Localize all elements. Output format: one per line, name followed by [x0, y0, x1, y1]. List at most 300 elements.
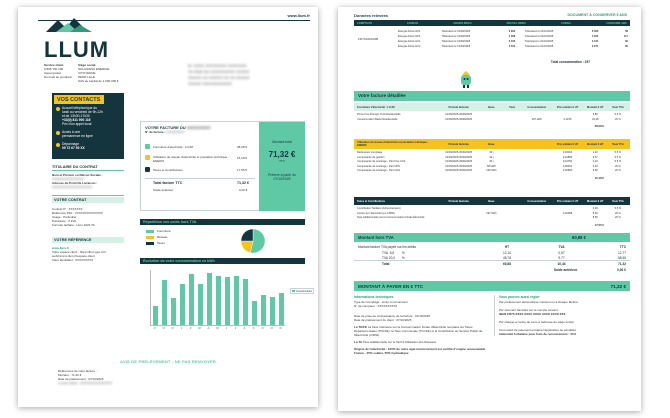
legend-swatch-conso [292, 290, 295, 292]
releve-cell: 6 302 [508, 30, 516, 33]
releve-cell: Télérelevé le 01/09/2025 [441, 30, 471, 33]
tva-table [354, 244, 630, 273]
evolution-month-label: M [216, 327, 219, 330]
tva-cell: 12,77 [618, 250, 626, 255]
info-line: Type de Comptage : Linky communicant [354, 300, 408, 304]
releve-cell: Énergie Active HC2 [398, 45, 421, 48]
detail-cell: 297 kWh [531, 117, 542, 121]
section-header: Base [488, 142, 495, 146]
titulaire-panel [52, 165, 124, 189]
pay-line: Tout retard de paiement entraîne l'application de pénalités. [499, 328, 577, 332]
detail-cell: 01/09/2025-30/09/2025 [445, 160, 473, 164]
section-header: Montant € HT [587, 105, 604, 109]
compteur-id: FDY10210/005 [358, 37, 379, 41]
detail-cell: 20 % [614, 216, 621, 220]
montant-a-payer-label: MONTANT À PAYER EN € TTC [358, 283, 424, 289]
section-subtotal: 17,55 € [594, 222, 604, 227]
releve-cell: Télérelevé le 01/09/2025 [441, 40, 471, 43]
evolution-bar [261, 295, 267, 325]
website-link[interactable]: www.llum.fr [287, 13, 310, 18]
titulaire-title: TITULAIRE DU CONTRAT [52, 165, 124, 171]
evolution-bar [198, 284, 204, 325]
detail-cell: 0,02998 [562, 211, 573, 215]
detail-cell: 6,69 [592, 169, 598, 173]
taxes-icon [145, 167, 150, 172]
info-line: Date de prélèvement du client : 07/10/2025 [354, 318, 412, 322]
detail-cell: 5,5 % [614, 151, 622, 154]
tva-cell: 9,77 [558, 255, 565, 260]
detail-cell: 01/09/2025-30/09/2025 [445, 117, 473, 121]
phone-icon [56, 107, 60, 111]
solde-ant-value: 0,00 € [617, 268, 626, 273]
section-header: Base [488, 199, 495, 203]
detail-cell: 8,65 [592, 216, 598, 220]
origin-text: Origine de l'électricité : 100% de notre approvisionnement est certifié d'origine renouvelable France - 45% solaire, 55% hydraulique [354, 347, 486, 355]
detail-cell: Prime Fixe Énergie CU4 Résidentielle [357, 113, 401, 116]
section-header: Prix unitaire € HT [556, 105, 579, 109]
releve-cell: 2 911 [508, 45, 516, 48]
facture-item-label: Taxes et Contributions [153, 168, 183, 172]
detail-row [357, 165, 627, 168]
detail-cell: 01/09/2025-30/09/2025 [445, 113, 473, 116]
evolution-bar [234, 276, 240, 325]
siege-block [78, 63, 122, 83]
evolution-bar-chart [150, 270, 285, 326]
montant-total-panel [259, 122, 305, 211]
tva-header-ht: HT [504, 245, 510, 249]
contrat-line: Formule tarifaire : Llum 2024 TA [52, 223, 95, 227]
detail-cell: 01/09/2025-30/09/2025 [445, 164, 473, 168]
detail-cell: 0,57 [592, 155, 598, 159]
legend-label: Fourniture [157, 229, 171, 233]
detail-row [357, 169, 627, 172]
detail-cell [480, 207, 502, 210]
ta-text: Taxe Additionnelle sur le Tarif d'Utilisation des Réseaux. [362, 340, 437, 344]
pie-slice-taxes [241, 229, 253, 241]
detail-row [357, 216, 627, 219]
section-header: Montant € HT [587, 142, 604, 146]
contrat-line: Usage : Particulier [52, 215, 77, 219]
releve-row [398, 35, 628, 38]
contact-phone-sub: Prix d'un appel local [62, 122, 92, 126]
detail-cell: 3,23 [592, 160, 598, 164]
facture-title: VOTRE FACTURE DU [145, 125, 186, 130]
llum-logo [44, 17, 110, 62]
solde-anterieur-label: Solde antérieur [153, 188, 174, 192]
legend-swatch-fourniture [146, 230, 154, 233]
releve-row [398, 30, 628, 33]
detail-cell [480, 113, 502, 116]
mascot-icon [458, 71, 474, 89]
facture-item-amount: 38,08 € [237, 145, 248, 149]
service-client-line: Du lundi au vendredi [44, 75, 72, 79]
reference-line: Votre identifiant : XXXXXXXXX [52, 258, 94, 262]
contacts-line: lundi au vendredi de 9h-12h [62, 110, 103, 114]
recipient-line: XXXXX XX XXXXX XX XX XXXXX [188, 75, 250, 80]
releve-cell: 117 [623, 35, 628, 38]
detail-cell: Composante de soutirage - Part HCH [357, 169, 401, 173]
releve-header: ANCIEN INDEX [453, 21, 472, 25]
header-line [38, 20, 310, 21]
section-header: Période facturée [448, 105, 469, 109]
detail-cell [522, 160, 552, 163]
contact-urgence-phone[interactable]: 09 72 67 50 XX [62, 146, 85, 150]
detail-cell [522, 216, 552, 219]
info-right [494, 295, 630, 336]
evolution-legend-label: Consommation [296, 289, 313, 293]
section-header: Période facturée [448, 142, 469, 146]
service-client-block [44, 63, 78, 79]
releve-cell: Télérelevé le 01/09/2025 [441, 45, 471, 48]
detail-cell [439, 216, 479, 219]
evolution-bar [252, 301, 258, 325]
detail-cell: 3,49 [592, 164, 598, 168]
evolution-month-axis [150, 327, 285, 331]
releve-cell: Télérelevé le 01/10/2025 [524, 35, 554, 38]
recipient-address [188, 63, 298, 87]
section-header: Taux TVA [612, 105, 624, 109]
detail-cell: 01/09/2025-30/09/2025 [445, 155, 473, 159]
section-header: Taux [509, 105, 516, 109]
evolution-month-label: F [189, 327, 192, 330]
tva-header-ttc: TTC [619, 245, 626, 249]
montant-ht-value: 60,88 € [572, 235, 586, 240]
contacts-line: et de 13h30-17h30 [62, 114, 90, 118]
detail-cell [504, 216, 520, 219]
detail-cell [522, 165, 552, 168]
detail-cell: Redevance comptage [357, 151, 383, 154]
contact-urgence: Dépannage [62, 142, 80, 146]
tva-cell: 12,10 [502, 250, 511, 255]
evolution-month-label: J [234, 327, 237, 330]
info-left [354, 295, 488, 355]
detail-cell [554, 207, 582, 210]
evolution-month-label: A [243, 327, 246, 330]
detail-cell: 5,5 % [614, 160, 622, 164]
service-client-line: Appel gratuit [44, 71, 61, 75]
detail-cell: 30 j [489, 160, 494, 164]
facture-item-amount: 17,55 € [237, 168, 248, 172]
siege-line: SAS au capital de 1 000 000 € [78, 79, 119, 83]
detail-cell: 20 % [614, 211, 621, 215]
info-line: N° de compteur : XXXXXXXXXX [354, 304, 398, 308]
recipient-line: XXXXX XXXXXXXXXXX [188, 81, 232, 86]
detail-title: Votre facture détaillée [358, 93, 406, 98]
detail-cell [522, 156, 552, 159]
detail-cell: 8,90 [592, 211, 598, 215]
detail-cell: Taxe Additionnelle pour la Consommation Finale Électricité [357, 216, 425, 220]
detail-cell: 30 j [489, 151, 494, 154]
detail-cell: 20 % [614, 117, 621, 121]
detail-row [357, 207, 627, 210]
releve-cell: 62 [625, 40, 628, 43]
detail-cell: 01/09/2025-30/09/2025 [445, 151, 473, 154]
recipient-line: M. XXXX XXXXXXXX XXXXXXX [188, 63, 247, 68]
evolution-bar [270, 297, 276, 325]
section-header: Utilisation du réseau d'électricité et prestation technique : ENEDIS [357, 141, 429, 147]
section-header: Prix unitaire € HT [556, 199, 579, 203]
evolution-month-label: O [153, 327, 156, 330]
evolution-month-label: J [225, 327, 228, 330]
releve-header: NOUVEL INDEX [506, 21, 527, 25]
detail-cell: 20 % [614, 169, 621, 173]
evolution-month-label: J [180, 327, 183, 330]
legend-label: Réseau [157, 235, 168, 239]
releve-cell: Télérelevé le 01/10/2025 [524, 45, 554, 48]
releve-cell: Télérelevé le 01/10/2025 [524, 30, 554, 33]
detail-cell: 5,5 % [614, 113, 622, 116]
montant-ht-band [354, 233, 630, 242]
detail-cell [522, 169, 552, 172]
reference-line[interactable]: Votre espace client : https://llum.ges-it.fr/ [52, 250, 107, 254]
detail-cell [522, 207, 552, 210]
releve-cell: 58 [625, 30, 628, 33]
vos-contacts-panel [52, 93, 124, 159]
detail-cell [439, 207, 479, 210]
pay-line: Par chèque à l'ordre de Llum à l'adresse du siège social. [499, 320, 575, 324]
tva-caption: Montant facturé TVA payée sur les débits [358, 245, 416, 249]
facture-number: XXXXXXXXX [166, 130, 185, 134]
detail-cell: 5,5 % [614, 155, 622, 159]
tva-cell: % [401, 250, 405, 255]
evolution-bar [207, 273, 213, 325]
detail-cell [504, 118, 520, 121]
facture-item-amount: 15,18 € [237, 156, 248, 160]
releve-rows [398, 28, 628, 48]
montant-ht-label: Montant hors TVA [358, 235, 394, 240]
contacts-line: Accueil téléphonique du [62, 106, 98, 110]
reference-title: VOTRE RÉFÉRENCE [52, 237, 124, 243]
pay-line: IBAN FR76 XXXX XXXX XXXX XXXX XXXX XXX [499, 312, 566, 316]
prelev-label: Prélevé à partir du [268, 173, 296, 177]
ticfe-label: La TICFE [354, 325, 368, 329]
contact-online-sub[interactable]: permanence en ligne [62, 134, 93, 138]
releve-cell: Télérelevé le 01/09/2025 [441, 35, 471, 38]
detail-cell: Composante de soutirage - Part Fixe CU4 [357, 160, 406, 164]
vos-contacts-title: VOS CONTACTS [54, 95, 104, 104]
section-header: Taux TVA [612, 142, 624, 146]
tva-header-tva: TVA [558, 245, 565, 249]
detail-cell [522, 113, 552, 116]
detail-cell [504, 212, 520, 215]
section-header: Montant € HT [587, 199, 604, 203]
detail-cell [504, 156, 520, 159]
tva-total-ht: 60,88 [502, 262, 511, 267]
releve-cell: 60 [625, 45, 628, 48]
contact-online: Accès à une [62, 130, 81, 134]
detail-cell: Contribution Tarifaire (Acheminement) [357, 207, 401, 210]
tva-cell: TVA [382, 250, 388, 255]
tva-cell: 0,67 [558, 250, 565, 255]
detail-cell: 0,06010 [562, 164, 573, 168]
section-header: Taux TVA [612, 199, 624, 203]
section-header: Consommation [527, 199, 547, 203]
detail-cell [504, 160, 520, 163]
siege-line: SOLUSINSA ENERGIE CITOYENNE [78, 67, 110, 75]
releve-cell: 3 102 [508, 40, 516, 43]
siege-line: 59000 LILLE [78, 75, 96, 79]
prelev-date: 07/10/2025 [273, 177, 291, 181]
pay-line: Par prélèvement automatique mensuel ou à chaque facture. [499, 300, 579, 304]
detail-cell [480, 216, 502, 219]
contrat-title: VOTRE CONTRAT [52, 197, 124, 203]
section-header: Période facturée [448, 199, 469, 203]
facture-summary-box [140, 121, 305, 211]
detail-cell: 58 kWh [487, 164, 496, 168]
evolution-bar [243, 279, 249, 325]
fourniture-icon [145, 144, 150, 149]
detail-cell: 20 % [614, 164, 621, 168]
tva-total-ttc: 71,32 [618, 262, 626, 267]
section-header: Base [488, 105, 495, 109]
detail-cell: Consommation Base/ Résidentielle [357, 117, 398, 121]
releve-table [354, 20, 630, 66]
evolution-title: Évolution de votre consommation en kWh [140, 258, 305, 264]
detail-row [357, 118, 627, 121]
service-client-label: Service client [44, 63, 64, 67]
repartition-legend [146, 229, 206, 245]
section-taxes [354, 197, 630, 227]
detail-cell: 5,5 % [614, 207, 622, 210]
detail-cell [554, 216, 582, 219]
detail-cell: 3,80 [592, 113, 598, 116]
tva-row [354, 255, 630, 260]
section-header: Consommation [527, 105, 547, 109]
conserver-notice: DOCUMENT À CONSERVER 5 ANS [567, 13, 627, 17]
releve-header: CONSOMM. kWh [606, 21, 627, 25]
detail-cell [504, 207, 520, 210]
detail-cell [439, 212, 479, 215]
titulaire-line: XXXXXXXXXXXXXXXXXXXX [52, 185, 93, 189]
evolution-month-label: S [252, 327, 255, 330]
avis-line: Montant : 71,32 € [58, 373, 82, 377]
releve-header: CADRAN [406, 21, 419, 25]
detail-row [357, 156, 627, 159]
info-line: Date de prise de connaissance de la facture : 01/10/2025 [354, 314, 431, 318]
evolution-month-label: A [207, 327, 210, 330]
detail-cell: 0,10750 [562, 160, 573, 164]
detail-cell [522, 212, 552, 215]
tva-cell: 5,5 [389, 250, 395, 255]
evolution-legend [290, 288, 314, 294]
releve-cell: Télérelevé le 01/10/2025 [524, 40, 554, 43]
releve-header: COMPTEUR [357, 21, 372, 25]
reference-panel [52, 237, 124, 273]
contrat-line: Puissance : 6 kVA [52, 219, 77, 223]
section-header: Fourniture d'électricité : LLUM [357, 105, 395, 109]
facture-date: XX/XX/XXXX [186, 125, 211, 130]
section-reseau [354, 139, 630, 180]
detail-cell [480, 118, 502, 121]
detail-cell: 01/09/2025-30/09/2025 [445, 169, 473, 173]
section-subtotal: 15,18 € [594, 175, 604, 180]
releve-total-value: 297 [584, 60, 590, 64]
repartition-pie-chart [240, 228, 266, 254]
montant-total-label: Montant total [272, 140, 292, 144]
titulaire-line: Adresse du Point De Livraison : [52, 181, 98, 185]
detail-cell: Composante de soutirage - Part HPH [357, 164, 400, 168]
evolution-bar [153, 306, 159, 325]
tva-cell: 58,55 [618, 255, 626, 260]
reference-link[interactable]: www.llum.fr [52, 246, 69, 250]
releve-cell: 3 164 [591, 40, 599, 43]
detail-row [357, 151, 627, 154]
detail-row [357, 160, 627, 163]
evolution-bar [216, 276, 222, 325]
contrat-line: Référence PDL : XXXXXXXXXXXXXX [52, 211, 103, 215]
avis-line: Date de prélèvement : 07/10/2025 [58, 377, 104, 381]
total-facture-value: 71,32 € [237, 181, 249, 185]
pay-line: Indemnité forfaitaire pour frais de recouvrement : 40 € [499, 332, 577, 336]
facture-item-label: Utilisation du réseau d'électricité et prestation technique : ENEDIS [153, 155, 229, 163]
evolution-month-label: D [171, 327, 174, 330]
evolution-bar [180, 284, 186, 325]
avis-prelevement-title: AVIS DE PRÉLÈVEMENT - NE PAS RENVOYER [120, 359, 216, 364]
pay-line: Par virement bancaire sur le compte suivant : [499, 308, 560, 312]
tva-cell: TVA [382, 255, 388, 260]
evolution-month-label: O [261, 327, 264, 330]
evolution-month-label: N [162, 327, 165, 330]
tva-cell: 20,0 [388, 255, 396, 260]
urgence-icon [56, 143, 60, 147]
detail-cell [504, 169, 520, 172]
releve-cell: Énergie Active HC1 [398, 40, 421, 43]
service-client-line: 0 806 700 100 [44, 67, 64, 71]
tva-cell: 48,78 [502, 255, 511, 260]
montant-a-payer-band [354, 281, 630, 291]
section-fourniture [354, 103, 630, 128]
releve-cell: 6 360 [591, 30, 599, 33]
montant-a-payer-value: 71,32 € [610, 283, 626, 289]
reference-line[interactable]: web/xxxxxx.llum.fr/espace-client [52, 254, 95, 258]
section-header: Taxes et Contributions [357, 199, 385, 203]
detail-row [357, 113, 627, 116]
info-right-title: Vous pouvez aussi régler [499, 295, 540, 299]
detail-cell: 297 kWh [486, 211, 497, 215]
releve-cell: 4 188 [508, 35, 516, 38]
invoice-page-2 [338, 7, 641, 411]
evolution-bar [189, 274, 195, 325]
titulaire-line: XXXXXXXXXXXXXXXX [52, 177, 85, 181]
evolution-bar [171, 298, 177, 325]
contact-phone[interactable]: +33(0) 811 900 116 [62, 118, 91, 122]
detail-cell [554, 113, 582, 116]
releve-header: CONSO. [560, 21, 572, 25]
invoice-page-1 [18, 7, 318, 407]
detail-cell: 0,04016 [562, 151, 573, 154]
titulaire-line: Nom et Prénom ou Raison Sociale : [52, 173, 103, 177]
detail-row [357, 212, 627, 215]
ta-label: La TA [354, 340, 363, 344]
evolution-month-label: N [270, 327, 273, 330]
evolution-bar [162, 280, 168, 325]
detail-cell: 239 kWh [486, 169, 497, 173]
section-subtotal: 38,08 € [594, 124, 604, 129]
solde-anterieur-value: 0,00 € [239, 188, 248, 192]
ticfe-text: La Taxe Intérieure sur la Consommation Finale d'Électricité remplace les Taxes Départementales (TDCFE), la Taxe Communale (TCCFE) et la Contribution au Service Public de l'Électricité (CSPE). [354, 325, 483, 337]
tva-cell: % [401, 255, 405, 260]
detail-cell: 0,01895 [562, 155, 573, 159]
detail-cell: 0,1155 [563, 117, 572, 121]
detail-cell: Accise sur l'électricité (ex-CSPE) [357, 211, 395, 215]
tva-total-tva: 10,44 [557, 262, 566, 267]
tva-row [354, 250, 630, 255]
montant-total-sub: TTC [279, 159, 285, 163]
info-left-title: Informations techniques [354, 295, 394, 299]
legend-swatch-reseau [146, 236, 154, 239]
evolution-month-label: D [279, 327, 282, 330]
legend-label: Taxes [157, 241, 165, 245]
